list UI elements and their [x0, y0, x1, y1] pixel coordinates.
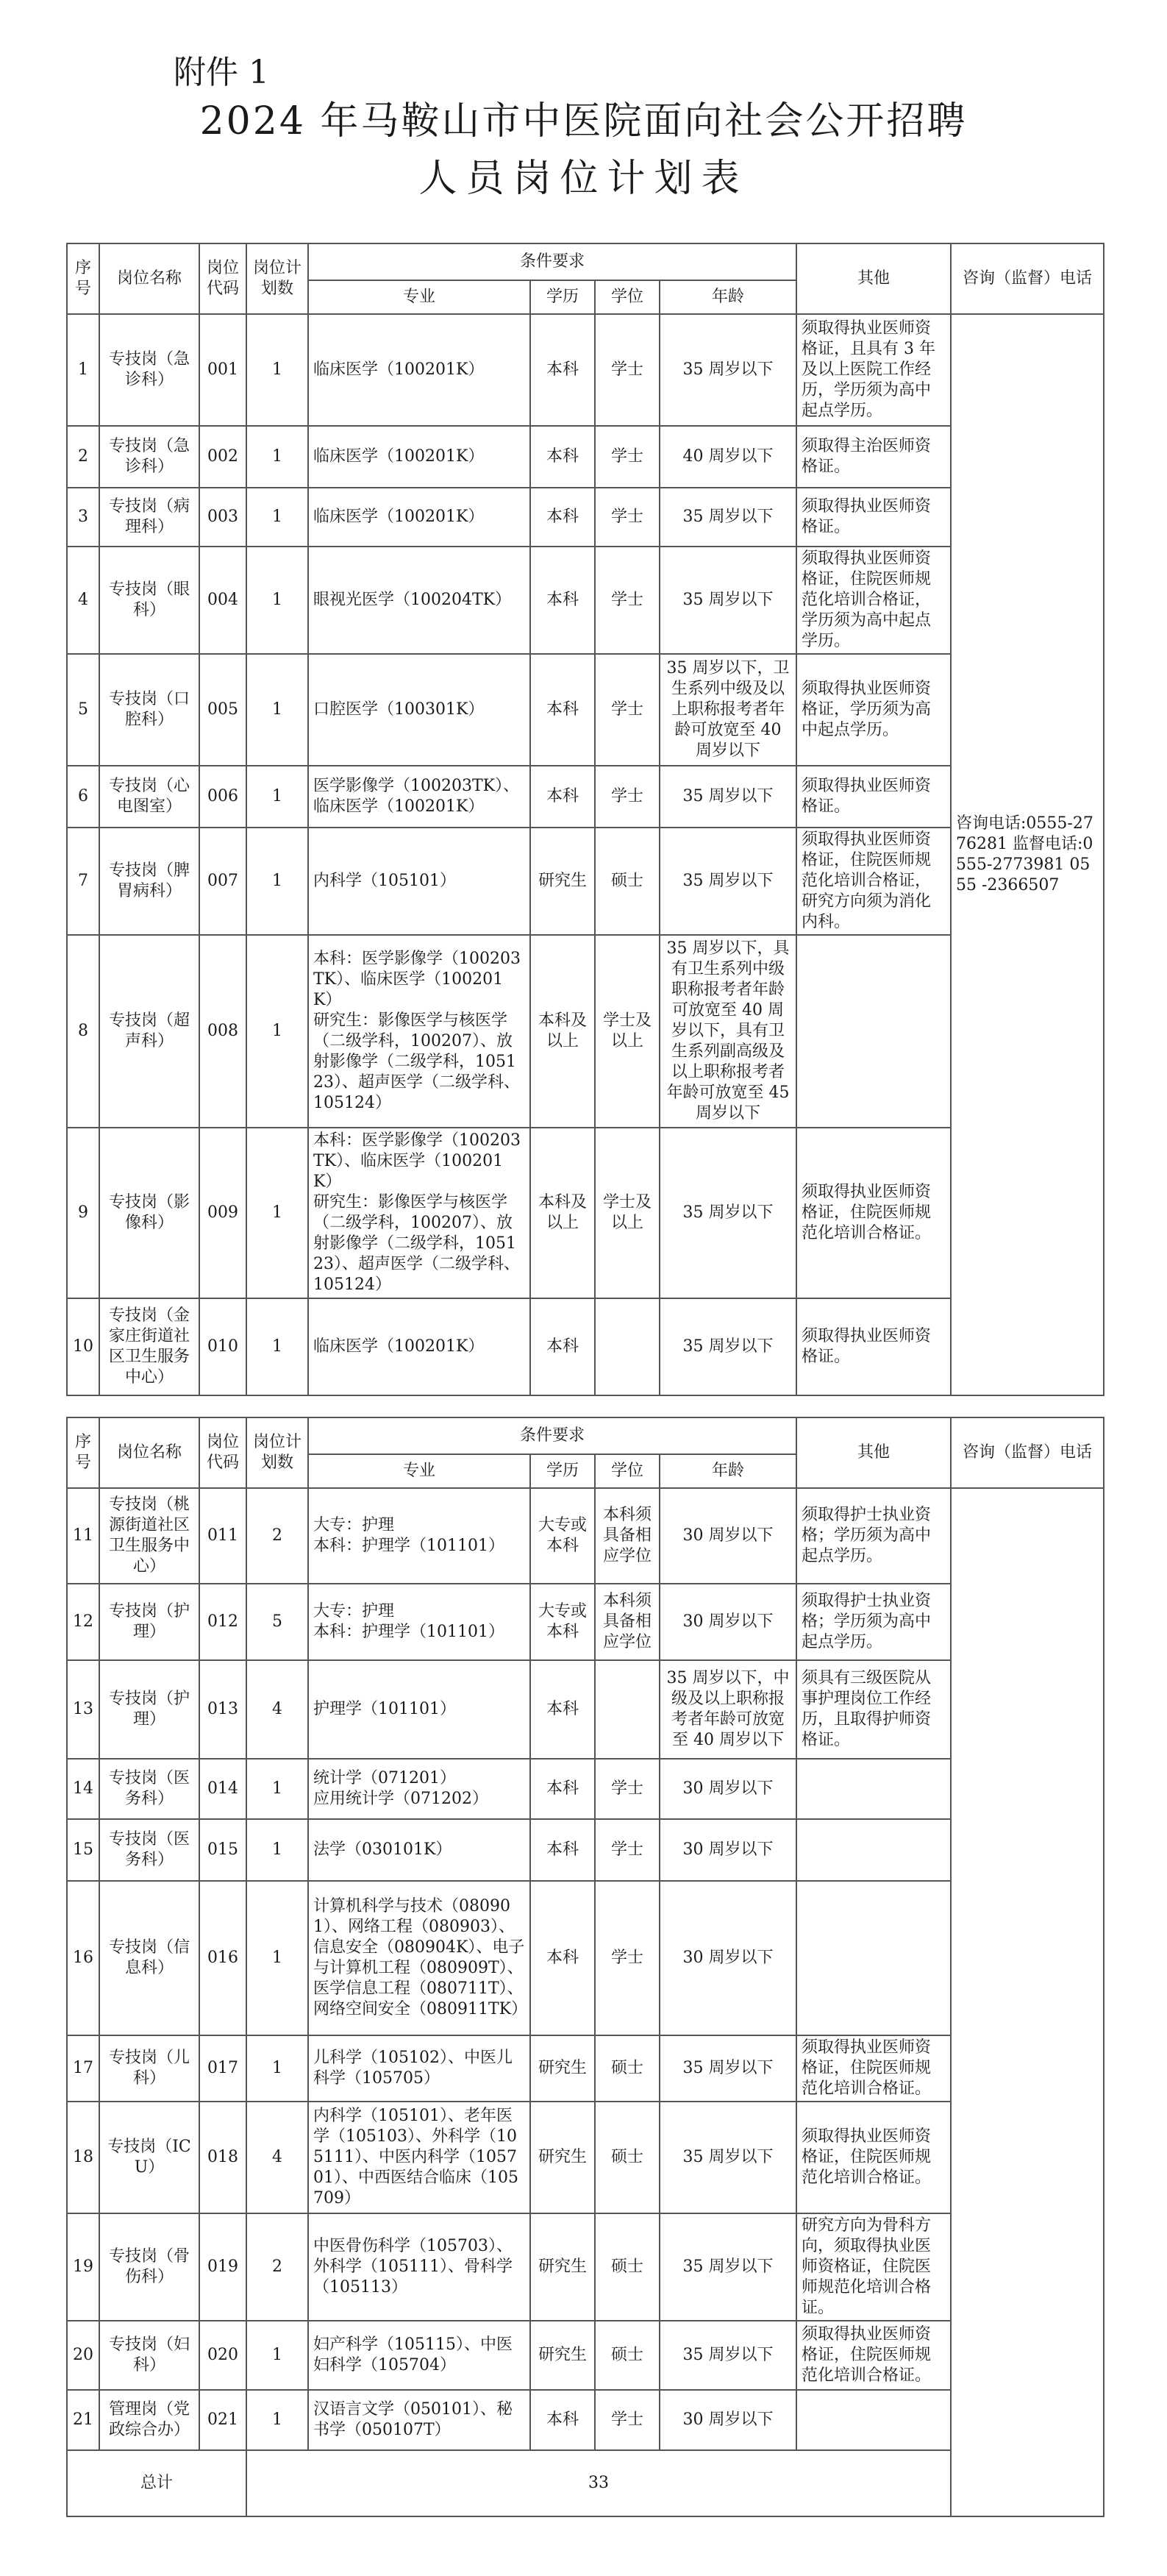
row-plan: 1	[246, 1759, 308, 1819]
row-other: 须具有三级医院从事护理岗位工作经历，且取得护师资格证。	[796, 1660, 951, 1759]
row-other: 须取得执业医师资格证。	[796, 1298, 951, 1395]
row-post-code: 001	[199, 314, 246, 426]
table-row	[67, 488, 1104, 547]
row-major: 妇产科学（105115）、中医妇科学（105704）	[308, 2321, 530, 2390]
row-post-name: 专技岗（病理科）	[99, 488, 199, 547]
row-degree: 学士	[595, 2390, 660, 2450]
row-post-name: 专技岗（ICU）	[99, 2102, 199, 2213]
row-post-name: 专技岗（金家庄街道社区卫生服务中心）	[99, 1298, 199, 1395]
row-age: 30 周岁以下	[660, 1488, 796, 1584]
row-post-name: 专技岗（医务科）	[99, 1759, 199, 1819]
row-post-name: 专技岗（医务科）	[99, 1819, 199, 1881]
header-other: 其他	[796, 1417, 951, 1488]
row-plan: 4	[246, 1660, 308, 1759]
row-age: 30 周岁以下	[660, 2390, 796, 2450]
row-post-code: 011	[199, 1488, 246, 1584]
table-row	[67, 2321, 1104, 2390]
table-row	[67, 1660, 1104, 1759]
row-degree: 学士	[595, 654, 660, 766]
row-post-name: 专技岗（影像科）	[99, 1128, 199, 1298]
row-major: 本科：医学影像学（100203TK）、临床医学（100201K） 研究生：影像医学与核医学（二级学科，100207）、放射影像学（二级学科，105123）、超声医学（二级学科、105124）	[308, 1128, 530, 1298]
row-degree: 硕士	[595, 2035, 660, 2102]
row-post-code: 019	[199, 2213, 246, 2321]
row-degree	[595, 1660, 660, 1759]
table-row	[67, 426, 1104, 488]
row-age: 35 周岁以下	[660, 1298, 796, 1395]
row-age: 35 周岁以下	[660, 314, 796, 426]
row-seq: 1	[67, 314, 99, 426]
table-row	[67, 1584, 1104, 1660]
row-post-code: 013	[199, 1660, 246, 1759]
row-seq: 13	[67, 1660, 99, 1759]
recruitment-table-2	[66, 1417, 1104, 2517]
table-row	[67, 314, 1104, 426]
row-major: 统计学（071201） 应用统计学（071202）	[308, 1759, 530, 1819]
header-conditions: 条件要求	[308, 1417, 796, 1454]
row-plan: 1	[246, 2390, 308, 2450]
row-post-name: 专技岗（眼科）	[99, 547, 199, 654]
row-education: 研究生	[530, 2102, 595, 2213]
row-other	[796, 1759, 951, 1819]
row-post-code: 006	[199, 766, 246, 828]
row-other: 须取得执业医师资格证，住院医师规范化培训合格证。	[796, 1128, 951, 1298]
table-row	[67, 2213, 1104, 2321]
row-major: 中医骨伤科学（105703）、外科学（105111）、骨科学（105113）	[308, 2213, 530, 2321]
row-post-code: 004	[199, 547, 246, 654]
row-education: 研究生	[530, 2321, 595, 2390]
row-plan: 1	[246, 935, 308, 1128]
row-post-name: 专技岗（急诊科）	[99, 426, 199, 488]
row-major: 临床医学（100201K）	[308, 1298, 530, 1395]
row-age: 30 周岁以下	[660, 1881, 796, 2035]
row-degree: 本科须具备相应学位	[595, 1584, 660, 1660]
row-major: 大专：护理 本科：护理学（101101）	[308, 1488, 530, 1584]
row-education: 本科	[530, 2390, 595, 2450]
row-other: 须取得护士执业资格；学历须为高中起点学历。	[796, 1584, 951, 1660]
row-degree: 学士	[595, 1881, 660, 2035]
header-post-name: 岗位名称	[99, 243, 199, 314]
table-row	[67, 654, 1104, 766]
row-post-name: 专技岗（口腔科）	[99, 654, 199, 766]
row-seq: 20	[67, 2321, 99, 2390]
row-degree: 学士	[595, 426, 660, 488]
row-other: 须取得执业医师资格证，住院医师规范化培训合格证。	[796, 2102, 951, 2213]
row-age: 35 周岁以下	[660, 488, 796, 547]
contact-phone-empty	[951, 1488, 1104, 2516]
row-age: 35 周岁以下	[660, 2035, 796, 2102]
row-plan: 1	[246, 488, 308, 547]
row-plan: 1	[246, 1881, 308, 2035]
row-post-name: 专技岗（信息科）	[99, 1881, 199, 2035]
total-label: 总计	[67, 2450, 246, 2516]
row-education: 本科及以上	[530, 1128, 595, 1298]
row-post-name: 专技岗（护理）	[99, 1660, 199, 1759]
row-major: 临床医学（100201K）	[308, 314, 530, 426]
row-plan: 1	[246, 766, 308, 828]
row-post-code: 016	[199, 1881, 246, 2035]
row-post-code: 020	[199, 2321, 246, 2390]
row-degree: 硕士	[595, 828, 660, 935]
row-degree: 学士	[595, 547, 660, 654]
row-other	[796, 935, 951, 1128]
row-other: 须取得执业医师资格证。	[796, 488, 951, 547]
row-plan: 1	[246, 654, 308, 766]
header-post-code: 岗位代码	[199, 1417, 246, 1488]
row-degree: 学士	[595, 1819, 660, 1881]
header-degree: 学位	[595, 1454, 660, 1488]
row-degree: 学士及以上	[595, 935, 660, 1128]
row-age: 35 周岁以下	[660, 2213, 796, 2321]
row-plan: 1	[246, 547, 308, 654]
row-other	[796, 1819, 951, 1881]
row-age: 35 周岁以下	[660, 828, 796, 935]
row-post-name: 专技岗（骨伤科）	[99, 2213, 199, 2321]
row-degree: 学士	[595, 1759, 660, 1819]
row-other: 须取得主治医师资格证。	[796, 426, 951, 488]
row-other: 须取得执业医师资格证，住院医师规范化培训合格证。	[796, 2321, 951, 2390]
row-major: 计算机科学与技术（080901）、网络工程（080903）、信息安全（080904K）、电子与计算机工程（080909T）、医学信息工程（080711T）、网络空间安全（080911TK）	[308, 1881, 530, 2035]
row-education: 大专或本科	[530, 1488, 595, 1584]
row-education: 本科	[530, 1819, 595, 1881]
table-row	[67, 1819, 1104, 1881]
table-row	[67, 1881, 1104, 2035]
row-post-code: 018	[199, 2102, 246, 2213]
header-post-code: 岗位代码	[199, 243, 246, 314]
row-plan: 1	[246, 426, 308, 488]
row-post-name: 专技岗（急诊科）	[99, 314, 199, 426]
row-post-code: 007	[199, 828, 246, 935]
row-seq: 21	[67, 2390, 99, 2450]
recruitment-table-1	[66, 243, 1104, 1396]
header-post-name: 岗位名称	[99, 1417, 199, 1488]
header-seq: 序号	[67, 1417, 99, 1488]
row-plan: 1	[246, 2035, 308, 2102]
row-education: 本科	[530, 547, 595, 654]
row-post-code: 003	[199, 488, 246, 547]
row-education: 研究生	[530, 2213, 595, 2321]
row-major: 护理学（101101）	[308, 1660, 530, 1759]
row-major: 临床医学（100201K）	[308, 426, 530, 488]
row-age: 30 周岁以下	[660, 1584, 796, 1660]
row-education: 研究生	[530, 2035, 595, 2102]
row-major: 医学影像学（100203TK）、临床医学（100201K）	[308, 766, 530, 828]
row-education: 本科	[530, 1298, 595, 1395]
row-education: 本科	[530, 426, 595, 488]
header-other: 其他	[796, 243, 951, 314]
row-plan: 2	[246, 1488, 308, 1584]
row-seq: 5	[67, 654, 99, 766]
row-major: 法学（030101K）	[308, 1819, 530, 1881]
table-row	[67, 935, 1104, 1128]
row-age: 35 周岁以下	[660, 2321, 796, 2390]
row-seq: 15	[67, 1819, 99, 1881]
row-age: 35 周岁以下，中级及以上职称报考者年龄可放宽至 40 周岁以下	[660, 1660, 796, 1759]
header-contact: 咨询（监督）电话	[951, 1417, 1104, 1488]
attachment-label: 附件 1	[174, 54, 269, 91]
table-row	[67, 828, 1104, 935]
table-row	[67, 547, 1104, 654]
row-degree: 硕士	[595, 2321, 660, 2390]
row-other: 须取得执业医师资格证，学历须为高中起点学历。	[796, 654, 951, 766]
header-major: 专业	[308, 1454, 530, 1488]
row-seq: 14	[67, 1759, 99, 1819]
row-education: 本科	[530, 654, 595, 766]
row-seq: 6	[67, 766, 99, 828]
table-row	[67, 2390, 1104, 2450]
row-age: 30 周岁以下	[660, 1819, 796, 1881]
row-seq: 4	[67, 547, 99, 654]
row-major: 大专：护理 本科：护理学（101101）	[308, 1584, 530, 1660]
header-contact: 咨询（监督）电话	[951, 243, 1104, 314]
row-degree: 硕士	[595, 2102, 660, 2213]
row-plan: 1	[246, 1819, 308, 1881]
row-post-name: 专技岗（护理）	[99, 1584, 199, 1660]
row-degree: 学士	[595, 488, 660, 547]
row-other	[796, 2390, 951, 2450]
row-seq: 12	[67, 1584, 99, 1660]
row-plan: 1	[246, 1128, 308, 1298]
row-plan: 1	[246, 314, 308, 426]
row-other	[796, 1881, 951, 2035]
row-major: 汉语言文学（050101）、秘书学（050107T）	[308, 2390, 530, 2450]
row-post-name: 管理岗（党政综合办）	[99, 2390, 199, 2450]
row-major: 本科：医学影像学（100203TK）、临床医学（100201K） 研究生：影像医学与核医学（二级学科，100207）、放射影像学（二级学科，105123）、超声医学（二级学科、105124）	[308, 935, 530, 1128]
row-post-name: 专技岗（脾胃病科）	[99, 828, 199, 935]
row-seq: 7	[67, 828, 99, 935]
row-age: 35 周岁以下	[660, 1128, 796, 1298]
row-age: 40 周岁以下	[660, 426, 796, 488]
row-major: 儿科学（105102）、中医儿科学（105705）	[308, 2035, 530, 2102]
row-post-name: 专技岗（心电图室）	[99, 766, 199, 828]
row-seq: 18	[67, 2102, 99, 2213]
row-degree: 学士	[595, 766, 660, 828]
table-row	[67, 1759, 1104, 1819]
row-post-name: 专技岗（桃源街道社区卫生服务中心）	[99, 1488, 199, 1584]
row-other: 须取得护士执业资格；学历须为高中起点学历。	[796, 1488, 951, 1584]
row-seq: 11	[67, 1488, 99, 1584]
total-row	[67, 2450, 1104, 2516]
row-post-code: 014	[199, 1759, 246, 1819]
page-subtitle: 人员岗位计划表	[418, 157, 749, 201]
row-age: 35 周岁以下	[660, 2102, 796, 2213]
table-row	[67, 2035, 1104, 2102]
row-seq: 3	[67, 488, 99, 547]
header-age: 年龄	[660, 280, 796, 314]
row-major: 内科学（105101）、老年医学（105103）、外科学（105111）、中医内科学（105701）、中西医结合临床（105709）	[308, 2102, 530, 2213]
row-age: 35 周岁以下	[660, 547, 796, 654]
row-age: 30 周岁以下	[660, 1759, 796, 1819]
row-post-name: 专技岗（超声科）	[99, 935, 199, 1128]
row-other: 须取得执业医师资格证，且具有 3 年及以上医院工作经历，学历须为高中起点学历。	[796, 314, 951, 426]
row-plan: 4	[246, 2102, 308, 2213]
row-education: 本科	[530, 1881, 595, 2035]
row-post-code: 015	[199, 1819, 246, 1881]
row-degree: 本科须具备相应学位	[595, 1488, 660, 1584]
row-major: 口腔医学（100301K）	[308, 654, 530, 766]
row-post-code: 012	[199, 1584, 246, 1660]
row-education: 大专或本科	[530, 1584, 595, 1660]
row-other: 须取得执业医师资格证，住院医师规范化培训合格证。	[796, 2035, 951, 2102]
row-plan: 5	[246, 1584, 308, 1660]
row-education: 本科	[530, 488, 595, 547]
row-post-name: 专技岗（儿科）	[99, 2035, 199, 2102]
total-value: 33	[246, 2450, 951, 2516]
row-post-code: 008	[199, 935, 246, 1128]
row-seq: 16	[67, 1881, 99, 2035]
row-education: 本科	[530, 1759, 595, 1819]
row-other: 须取得执业医师资格证，住院医师规范化培训合格证，学历须为高中起点学历。	[796, 547, 951, 654]
row-education: 本科	[530, 766, 595, 828]
header-degree: 学位	[595, 280, 660, 314]
table-row	[67, 2102, 1104, 2213]
row-other: 须取得执业医师资格证。	[796, 766, 951, 828]
row-seq: 2	[67, 426, 99, 488]
table-row	[67, 766, 1104, 828]
header-age: 年龄	[660, 1454, 796, 1488]
row-seq: 8	[67, 935, 99, 1128]
header-seq: 序号	[67, 243, 99, 314]
header-education: 学历	[530, 280, 595, 314]
row-age: 35 周岁以下	[660, 766, 796, 828]
row-post-code: 021	[199, 2390, 246, 2450]
header-plan: 岗位计划数	[246, 243, 308, 314]
header-education: 学历	[530, 1454, 595, 1488]
row-post-code: 009	[199, 1128, 246, 1298]
row-education: 本科	[530, 314, 595, 426]
row-post-code: 017	[199, 2035, 246, 2102]
row-major: 临床医学（100201K）	[308, 488, 530, 547]
row-seq: 19	[67, 2213, 99, 2321]
row-age: 35 周岁以下，卫生系列中级及以上职称报考者年龄可放宽至 40 周岁以下	[660, 654, 796, 766]
header-plan: 岗位计划数	[246, 1417, 308, 1488]
table-row	[67, 1128, 1104, 1298]
row-plan: 1	[246, 2321, 308, 2390]
row-education: 本科及以上	[530, 935, 595, 1128]
header-major: 专业	[308, 280, 530, 314]
row-post-code: 010	[199, 1298, 246, 1395]
row-major: 眼视光医学（100204TK）	[308, 547, 530, 654]
page-title: 2024 年马鞍山市中医院面向社会公开招聘	[199, 99, 968, 143]
row-other: 研究方向为骨科方向，须取得执业医师资格证，住院医师规范化培训合格证。	[796, 2213, 951, 2321]
row-degree: 硕士	[595, 2213, 660, 2321]
row-post-name: 专技岗（妇科）	[99, 2321, 199, 2390]
contact-phone: 咨询电话:0555-2776281 监督电话:0555-2773981 0555 -2366507	[951, 314, 1104, 1395]
row-degree: 学士	[595, 314, 660, 426]
row-age: 35 周岁以下，具有卫生系列中级职称报考者年龄可放宽至 40 周岁以下，具有卫生系列副高级及以上职称报考者年龄可放宽至 45 周岁以下	[660, 935, 796, 1128]
row-plan: 1	[246, 1298, 308, 1395]
row-post-code: 005	[199, 654, 246, 766]
row-seq: 10	[67, 1298, 99, 1395]
row-seq: 17	[67, 2035, 99, 2102]
table-row	[67, 1298, 1104, 1395]
row-other: 须取得执业医师资格证，住院医师规范化培训合格证，研究方向须为消化内科。	[796, 828, 951, 935]
row-education: 研究生	[530, 828, 595, 935]
row-plan: 2	[246, 2213, 308, 2321]
table-row	[67, 1488, 1104, 1584]
row-major: 内科学（105101）	[308, 828, 530, 935]
row-education: 本科	[530, 1660, 595, 1759]
row-seq: 9	[67, 1128, 99, 1298]
row-post-code: 002	[199, 426, 246, 488]
header-conditions: 条件要求	[308, 243, 796, 280]
row-degree	[595, 1298, 660, 1395]
row-degree: 学士及以上	[595, 1128, 660, 1298]
row-plan: 1	[246, 828, 308, 935]
